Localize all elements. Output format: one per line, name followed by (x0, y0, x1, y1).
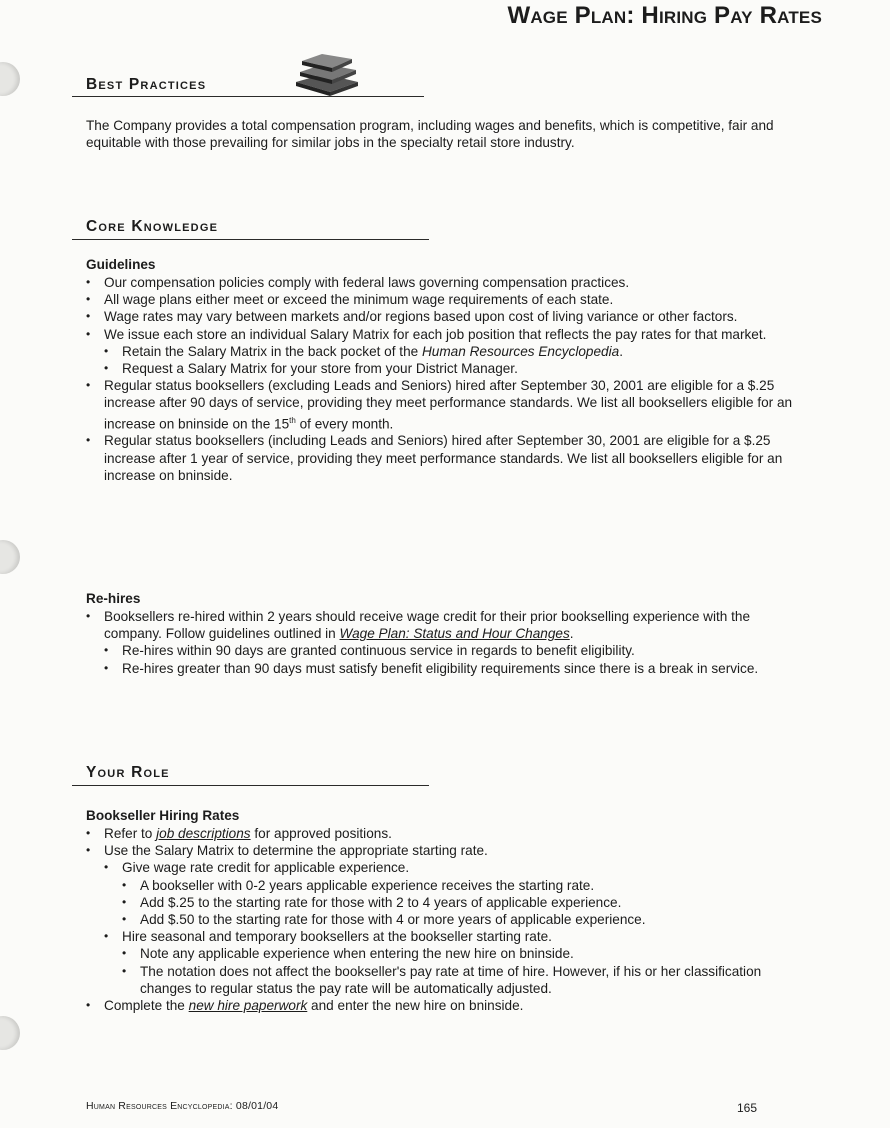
your-role-rule (72, 785, 429, 786)
job-descriptions-link[interactable]: job descriptions (156, 826, 251, 841)
list-item: • A bookseller with 0-2 years applicable experience receives the starting rate. (122, 877, 808, 894)
page-title: Wage Plan: Hiring Pay Rates (507, 2, 822, 29)
list-item: • The notation does not affect the bookseller's pay rate at time of hire. However, if his or her classification changes to regular status the pay rate will be automatically adjusted. (122, 963, 808, 997)
new-hire-paperwork-link[interactable]: new hire paperwork (188, 998, 308, 1014)
list-item: • Add $.25 to the starting rate for those with 2 to 4 years of applicable experience. (122, 894, 808, 911)
core-knowledge-heading: Core Knowledge (86, 218, 219, 235)
list-item: • Re-hires within 90 days are granted continuous service in regards to benefit eligibility. (104, 642, 808, 659)
page-number: 165 (737, 1101, 758, 1115)
rehires-list (86, 608, 808, 677)
footer-text: Human Resources Encyclopedia: 08/01/04 (86, 1100, 279, 1112)
books-icon (290, 52, 362, 96)
list-item: • Note any applicable experience when entering the new hire on bninside. (122, 945, 808, 962)
list-item: • Retain the Salary Matrix in the back pocket of the Human Resources Encyclopedia. (104, 343, 808, 360)
list-item: • Booksellers re-hired within 2 years should receive wage credit for their prior bookselling experience with the company. Follow guidelines outlined in Wage Plan: Status and Hour Changes. • Re-hires within 90 days are granted continuous service in regards to benefit eligibility. • Re-hires greater than 90 days must satisfy benefit eligibility requirements since there is a break in service. (86, 608, 808, 677)
list-item: • All wage plans either meet or exceed the minimum wage requirements of each state. (86, 291, 808, 308)
status-hour-changes-link[interactable]: Wage Plan: Status and Hour Changes (339, 626, 570, 642)
list-item: • Complete the new hire paperwork and enter the new hire on bninside. (86, 997, 808, 1014)
hiring-rates-list (86, 825, 808, 1014)
best-practices-text: The Company provides a total compensation program, including wages and benefits, which is competitive, fair and equitable with those prevailing for similar jobs in the specialty retail store industry. (86, 118, 774, 151)
list-item: • Wage rates may vary between markets and/or regions based upon cost of living variance or other factors. (86, 308, 808, 325)
list-item: • Request a Salary Matrix for your store from your District Manager. (104, 360, 808, 377)
list-item: • Regular status booksellers (excluding Leads and Seniors) hired after September 30, 2001 are eligible for a $.25 increase after 90 days of service, providing they meet performance standards. We list all booksellers eligible for an increase on bninside on the 15th of every month. (86, 377, 808, 432)
list-item: • Refer to job descriptions for approved positions. (86, 825, 808, 842)
guidelines-title: Guidelines (86, 257, 156, 272)
best-practices-heading: Best Practices (86, 76, 207, 93)
list-item: • Re-hires greater than 90 days must satisfy benefit eligibility requirements since there is a break in service. (104, 660, 808, 677)
list-item: • Regular status booksellers (including Leads and Seniors) hired after September 30, 2001 are eligible for a $.25 increase after 1 year of service, providing they meet performance standards. We list all booksellers eligible for an increase on bninside. (86, 432, 808, 484)
list-item: • Hire seasonal and temporary booksellers at the bookseller starting rate. • Note any applicable experience when entering the new hire on bninside. • The notation does not affect the bookseller's pay rate at time of hire. However, if his or her classification changes to regular status the pay rate will be automatically adjusted. (104, 928, 808, 997)
best-practices-rule (72, 96, 424, 97)
guidelines-list (86, 274, 808, 484)
list-item: • Add $.50 to the starting rate for those with 4 or more years of applicable experience. (122, 911, 808, 928)
list-item: • Give wage rate credit for applicable experience. • A bookseller with 0-2 years applicable experience receives the starting rate. • Add $.25 to the starting rate for those with 2 to 4 years of applicable experience. • Add $.50 to the starting rate for those with 4 or more years of applicable experience. (104, 859, 808, 928)
your-role-heading: Your Role (86, 764, 170, 781)
core-knowledge-rule (72, 239, 429, 240)
list-item: • We issue each store an individual Salary Matrix for each job position that reflects the pay rates for that market. • Retain the Salary Matrix in the back pocket of the Human Resources Encyclopedia. • Request a Salary Matrix for your store from your District Manager. (86, 326, 808, 378)
list-item: • Use the Salary Matrix to determine the appropriate starting rate. • Give wage rate credit for applicable experience. • A bookseller with 0-2 years applicable experience receives the starting rate. • Add $.25 to the starting rate for those with 2 to 4 years of applicable experience. • Add $.50 to the starting rate for those with 4 or more years of applicable experience. • Hire seasonal and temporary booksellers at the bookseller starting rate. • Note any applicable experience when entering the new hire on bninside. • The notation does not affect the bookseller's pay rate at time of hire. However, if his or her classification changes to regular status the pay rate will be automatically adjusted. (86, 842, 808, 997)
list-item: • Our compensation policies comply with federal laws governing compensation practices. (86, 274, 808, 291)
rehires-title: Re-hires (86, 591, 141, 606)
hiring-rates-title: Bookseller Hiring Rates (86, 808, 240, 823)
